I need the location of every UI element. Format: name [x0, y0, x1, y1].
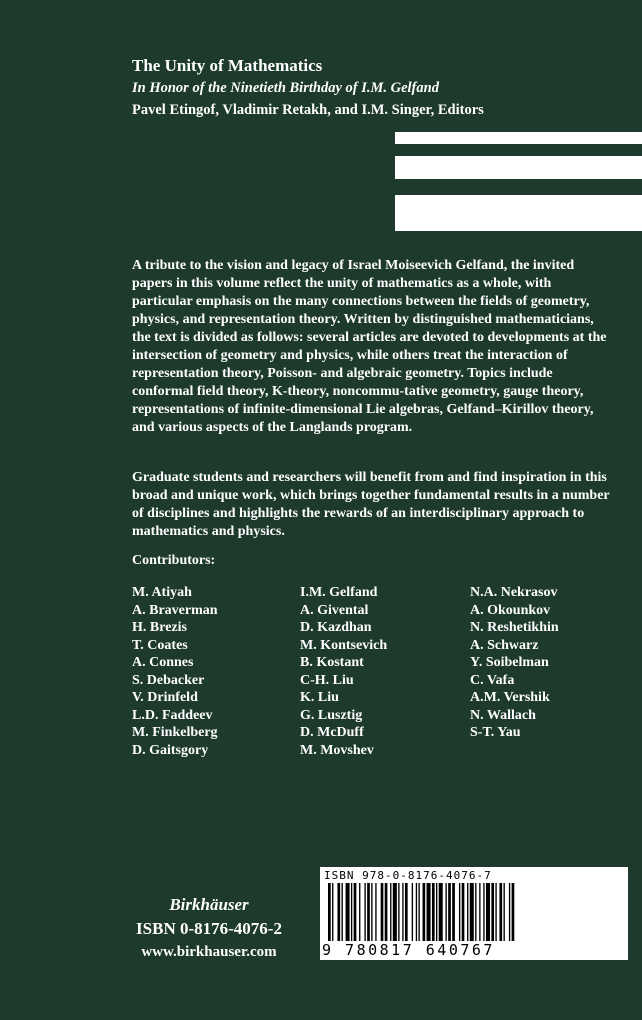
- contributor-name: H. Brezis: [132, 620, 187, 635]
- barcode-bar: [364, 883, 365, 941]
- contributor-name: S. Debacker: [132, 672, 205, 688]
- contributor-name: A. Connes: [132, 655, 194, 670]
- barcode-bar: [475, 883, 476, 941]
- barcode-bar: [351, 883, 352, 941]
- contributor-name: D. McDuff: [300, 725, 364, 740]
- barcode-bar: [495, 883, 496, 941]
- barcode-bar: [385, 883, 388, 941]
- contributor-name: A.M. Vershik: [470, 690, 550, 705]
- barcode-bar: [445, 883, 446, 941]
- barcode-bar: [393, 883, 397, 941]
- barcode-bar: [367, 883, 370, 941]
- contributors-column: [132, 584, 218, 759]
- contributor-name: G. Lusztig: [300, 707, 363, 723]
- publisher-website: www.birkhauser.com: [141, 944, 277, 960]
- barcode-bar: [381, 883, 384, 941]
- contributors-column: [470, 584, 559, 742]
- barcode-bar: [470, 883, 474, 941]
- barcode-bar: [412, 883, 413, 941]
- contributor-name: D. Gaitsgory: [132, 742, 209, 758]
- contributor-name: V. Drinfeld: [132, 690, 198, 705]
- barcode-bar: [390, 883, 391, 941]
- barcode-bar: [486, 883, 490, 941]
- barcode-bar: [483, 883, 484, 941]
- barcode-panel: [320, 867, 628, 960]
- book-subtitle: In Honor of the Ninetieth Birthday of I.M. Gelfand: [132, 80, 439, 96]
- barcode-bar: [504, 883, 505, 941]
- barcode-bar: [509, 883, 510, 941]
- contributor-name: M. Movshev: [300, 742, 374, 758]
- barcode-bar: [337, 883, 340, 941]
- isbn-number: ISBN 0-8176-4076-2: [136, 919, 282, 938]
- barcode-bar: [448, 883, 451, 941]
- contributor-name: A. Okounkov: [470, 602, 551, 618]
- barcode-bar: [346, 883, 350, 941]
- description-paragraph: Graduate students and researchers will benefit from and find inspiration in this broad and unique work, which brings together fundamental results in a number of disciplines and highlights the rewards of an interdisciplinary approach to mathematics and physics.: [132, 470, 610, 539]
- barcode-bar: [436, 883, 437, 941]
- contributor-name: L.D. Faddeev: [132, 707, 213, 723]
- barcode-bar: [328, 883, 331, 941]
- barcode-bar: [423, 883, 426, 941]
- contributor-name: M. Kontsevich: [300, 637, 388, 653]
- barcode-bar: [491, 883, 494, 941]
- contributor-name: A. Braverman: [132, 602, 218, 618]
- barcode-bar: [342, 883, 343, 941]
- contributor-name: C-H. Liu: [300, 672, 354, 688]
- barcode-isbn-label: ISBN 978-0-8176-4076-7: [324, 869, 492, 882]
- contributor-name: Y. Soibelman: [470, 655, 549, 670]
- barcode-bar: [467, 883, 468, 941]
- book-editors: Pavel Etingof, Vladimir Retakh, and I.M. Singer, Editors: [132, 102, 484, 118]
- contributor-name: S-T. Yau: [470, 725, 521, 740]
- decorative-stripe: [395, 156, 642, 179]
- contributor-name: N.A. Nekrasov: [470, 585, 558, 600]
- contributors-heading: Contributors:: [132, 553, 216, 568]
- barcode-bar: [402, 883, 403, 941]
- contributor-name: N. Wallach: [470, 707, 536, 723]
- barcode-bar: [459, 883, 460, 941]
- contributor-name: T. Coates: [132, 637, 188, 653]
- contributor-name: B. Kostant: [300, 655, 364, 670]
- contributor-name: M. Atiyah: [132, 585, 192, 600]
- contributor-name: A. Givental: [300, 602, 369, 618]
- barcode-bar: [405, 883, 408, 941]
- barcode-bar: [479, 883, 480, 941]
- barcode-bar: [432, 883, 435, 941]
- contributors-column: [300, 584, 387, 759]
- contributor-name: I.M. Gelfand: [300, 585, 378, 600]
- barcode-bar: [398, 883, 399, 941]
- contributor-name: K. Liu: [300, 690, 339, 705]
- contributor-name: D. Kazdhan: [300, 620, 372, 635]
- barcode-icon: [328, 883, 620, 941]
- barcode-bar: [332, 883, 333, 941]
- barcode-bar: [427, 883, 431, 941]
- decorative-stripe: [395, 132, 642, 144]
- barcode-bar: [439, 883, 443, 941]
- barcode-bar: [359, 883, 360, 941]
- barcode-bar: [499, 883, 502, 941]
- barcode-bar: [375, 883, 376, 941]
- publisher-name: Birkhäuser: [169, 895, 249, 914]
- barcode-digits: 9 780817 640767: [322, 941, 495, 959]
- barcode-bar: [418, 883, 419, 941]
- barcode-bar: [371, 883, 372, 941]
- barcode-bar: [416, 883, 417, 941]
- contributor-name: N. Reshetikhin: [470, 620, 559, 635]
- barcode-bar: [462, 883, 465, 941]
- contributor-name: M. Finkelberg: [132, 725, 218, 740]
- decorative-stripe: [395, 195, 642, 231]
- barcode-bar: [512, 883, 515, 941]
- barcode-bar: [354, 883, 357, 941]
- contributor-name: C. Vafa: [470, 672, 515, 688]
- book-title: The Unity of Mathematics: [132, 56, 323, 75]
- barcode-bar: [452, 883, 455, 941]
- contributor-name: A. Schwarz: [470, 637, 539, 653]
- description-paragraph: A tribute to the vision and legacy of Israel Moiseevich Gelfand, the invited papers in this volume reflect the unity of mathematics as a whole, with particular emphasis on the many connections between the fields of geometry, physics, and representation theory. Written by distinguished mathematicians, the text is divided as follows: several articles are devoted to developments at the intersection of geometry and physics, while others treat the interaction of representation theory, Poisson- and algebraic geometry. Topics include conformal field theory, K-theory, noncommu-tative geometry, gauge theory, representations of infinite-dimensional Lie algebras, Gelfand–Kirillov theory, and various aspects of the Langlands program.: [132, 258, 607, 435]
